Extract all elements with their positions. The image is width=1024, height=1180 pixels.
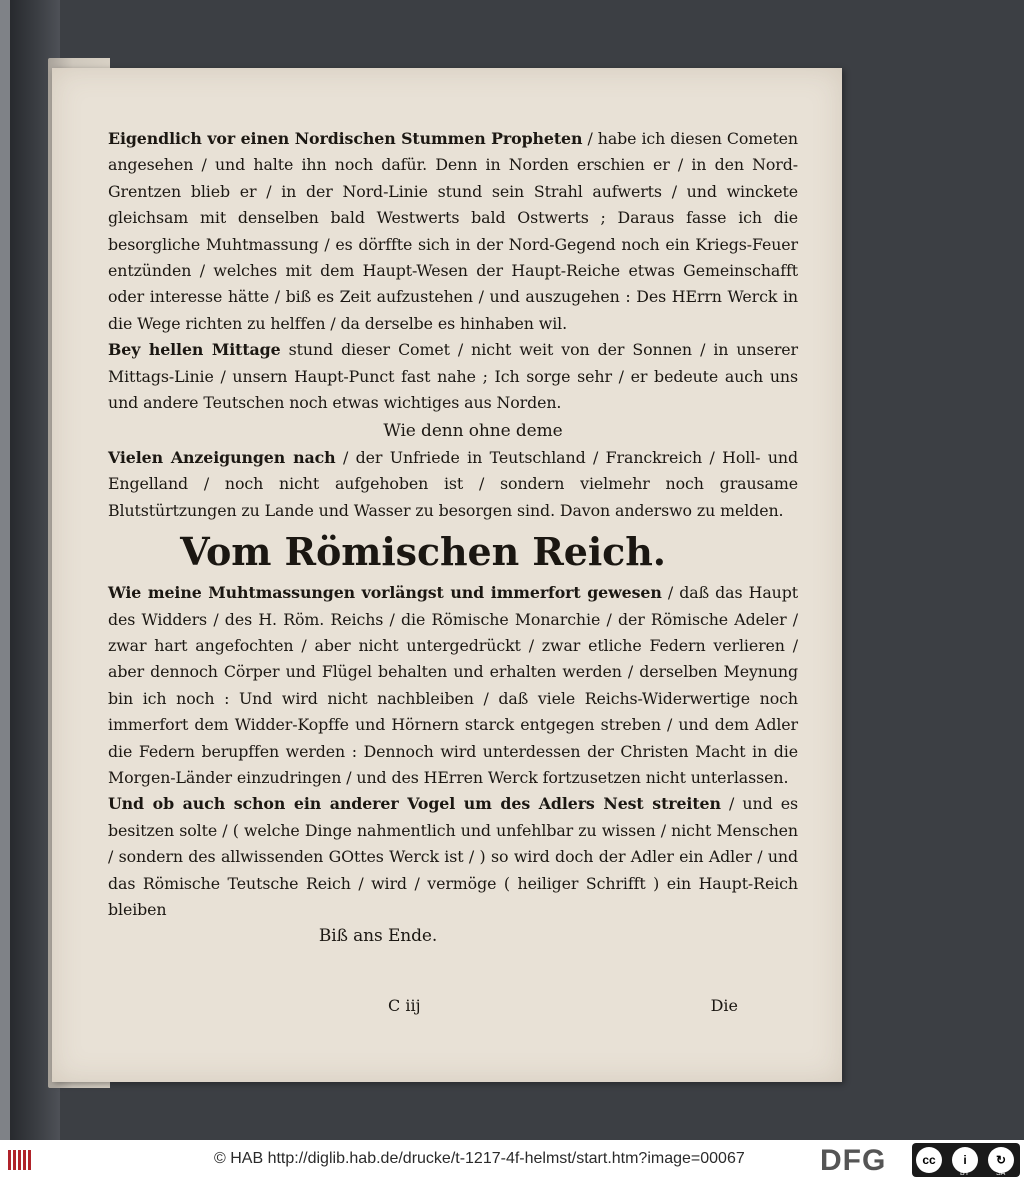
paragraph-1-text: / habe ich diesen Cometen angesehen / und halte ihn noch dafür. Denn in Norden erschien er / in den Nord-Grentzen blieb er / in der Nord-Linie stund sein Strahl aufwerts / und winckete gleichsam mit denselben bald Westwerts bald Ostwerts ; Daraus fasse ich die besorgliche Muhtmassung / es dörffte sich in der Nord-Gegend noch ein Kriegs-Feuer entzünden / welches mit dem Haupt-Wesen der Haupt-Reiche etwas Gemeinschafft oder interesse hätte / biß es Zeit aufzustehen / und auszugehen : Des HErrn Werck in die Wege richten zu helffen / da derselbe es hinhaben wil.: [108, 129, 799, 333]
dfg-logo[interactable]: DFG: [820, 1144, 887, 1177]
cc-icon: cc: [916, 1147, 942, 1173]
sa-icon: ↻: [988, 1147, 1014, 1173]
signature-mark: C iij: [388, 996, 421, 1015]
attribution-link[interactable]: © HAB http://diglib.hab.de/drucke/t-1217-4f-helmst/start.htm?image=00067: [214, 1150, 745, 1167]
scanned-page: [52, 68, 842, 1082]
paragraph-3-text: / der Unfriede in Teutschland / Franckreich / Holl- und Engelland / noch nicht aufgehoben ist / sondern vielmehr noch grausame Blutstürtzungen zu Lande und Wasser zu besorgen sind. Davon anderswo zu melden.: [108, 447, 799, 520]
section-heading: Vom Römischen Reich.: [180, 529, 666, 575]
hab-logo-icon[interactable]: [6, 1148, 36, 1172]
page-footer: [108, 996, 738, 1026]
page-text: [108, 126, 798, 950]
viewer-left-edge: [0, 0, 10, 1140]
paragraph-1-lead: Eigendlich vor einen Nordischen Stummen Propheten: [108, 129, 583, 148]
paragraph-5: [108, 791, 798, 923]
by-label: BY: [960, 1170, 970, 1177]
paragraph-4-lead: Wie meine Muhtmassungen vorlängst und immerfort gewesen: [108, 583, 662, 603]
subheading: Wie denn ohne deme: [383, 421, 563, 442]
paragraph-2: [108, 337, 798, 416]
attribution-bar: [0, 1140, 1024, 1180]
paragraph-3-lead: Vielen Anzeigungen nach: [108, 447, 336, 467]
sa-label: SA: [996, 1170, 1006, 1177]
license-badge[interactable]: [912, 1143, 1020, 1177]
paragraph-4-text: / daß das Haupt des Widders / des H. Röm. Reichs / die Römische Monarchie / der Römische Adeler / zwar hart angefochten / aber nicht untergedrückt / zwar etliche Federn verlieren / aber dennoch Cörper und Flügel behalten und erhalten werden / derselben Meynung bin ich noch : Und wird nicht nachbleiben / daß viele Reichs-Widerwertige noch immerfort dem Widder-Kopffe und Hörnern starck entgegen streben / und dem Adler die Federn berupffen werden : Dennoch wird unterdessen der Christen Macht in die Morgen-Länder einzudringen / und des HErren Werck fortzusetzen nicht unterlassen.: [108, 583, 798, 787]
paragraph-4: [108, 580, 798, 791]
paragraph-5-text: / und es besitzen solte / ( welche Dinge nahmentlich und unfehlbar zu wissen / nicht Menschen / sondern des allwissenden GOttes Werck ist / ) so wird doch der Adler ein Adler / und das Römische Teutsche Reich / wird / vermöge ( heiliger Schrifft ) ein Haupt-Reich bleiben: [108, 794, 799, 919]
paragraph-1: [108, 126, 798, 337]
ending-line: Biß ans Ende.: [318, 926, 438, 947]
paragraph-2-lead: Bey hellen Mittage: [108, 340, 281, 360]
paragraph-5-lead: Und ob auch schon ein anderer Vogel um des Adlers Nest streiten: [108, 794, 721, 814]
paragraph-2-text: stund dieser Comet / nicht weit von der Sonnen / in unserer Mittags-Linie / unsern Haupt-Punct fast nahe ; Ich sorge sehr / er bedeute auch uns und andere Teutschen noch etwas wichtiges aus Norden.: [108, 340, 798, 413]
paragraph-3: [108, 445, 798, 524]
by-icon: i: [952, 1147, 978, 1173]
catchword: Die: [710, 996, 738, 1015]
